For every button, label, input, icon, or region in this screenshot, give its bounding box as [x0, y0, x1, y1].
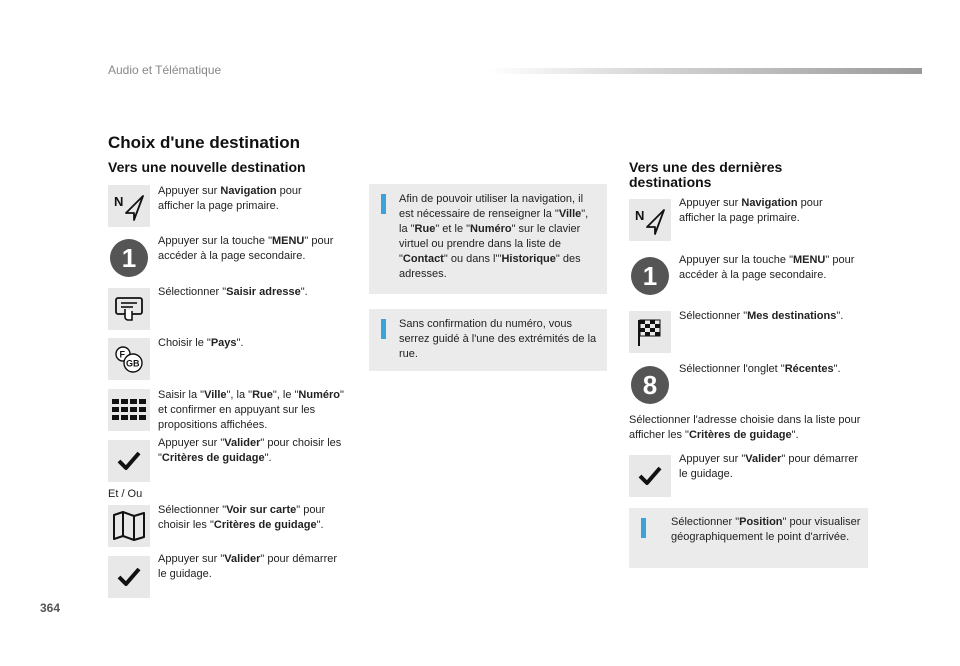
page-number: 364: [40, 601, 61, 615]
info-box-required-fields: [369, 184, 607, 294]
country-flag-top: F: [119, 349, 125, 360]
country-icon: [108, 338, 150, 380]
left-step-8-text: Appuyer sur "Valider" pour démarrer le guidage.: [158, 553, 338, 580]
check-icon: [629, 455, 671, 497]
page-title: Choix d'une destination: [108, 133, 300, 152]
info-icon: [381, 319, 386, 339]
number-1-icon: 1: [629, 255, 671, 297]
section-header: Audio et Télématique: [108, 63, 222, 77]
check-icon: [108, 440, 150, 482]
info-icon: [641, 518, 646, 538]
right-step-3-text: Sélectionner "Mes destinations".: [679, 310, 844, 322]
country-flag-bottom: GB: [126, 358, 140, 369]
map-icon: [108, 505, 150, 547]
left-step-7-text: Sélectionner "Voir sur carte" pour choisir les "Critères de guidage".: [158, 504, 326, 531]
info-box-1-text: Afin de pouvoir utiliser la navigation, il est nécessaire de renseigner la "Ville", la "Rue" et le "Numéro" sur le clavier virtuel ou prendre dans la liste de "Contact" ou dans l'"Historique" des adresses.: [399, 193, 589, 280]
right-list-text: Sélectionner l'adresse choisie dans la liste pour afficher les "Critères de guidage".: [629, 414, 861, 441]
left-step-5-text: Saisir la "Ville", la "Rue", le "Numéro" et confirmer en appuyant sur les propositions affichées.: [158, 389, 344, 431]
right-step-4-text: Sélectionner l'onglet "Récentes".: [679, 363, 841, 375]
check-icon: [108, 556, 150, 598]
left-step-4-text: Choisir le "Pays".: [158, 337, 244, 349]
et-ou-label: Et / Ou: [108, 488, 143, 500]
left-subtitle: Vers une nouvelle destination: [108, 159, 306, 175]
svg-text:N: N: [635, 208, 645, 223]
info-box-3-text: Sélectionner "Position" pour visualiser géographiquement le point d'arrivée.: [671, 516, 861, 543]
left-step-1-text: Appuyer sur Navigation pour afficher la page primaire.: [158, 185, 302, 212]
address-entry-icon: [108, 288, 150, 330]
right-step-2-text: Appuyer sur la touche "MENU" pour accéder à la page secondaire.: [679, 254, 855, 281]
info-box-no-confirmation: [369, 309, 607, 371]
right-step-1-text: Appuyer sur Navigation pour afficher la page primaire.: [679, 197, 823, 224]
left-step-3-text: Sélectionner "Saisir adresse".: [158, 286, 308, 298]
info-icon: [381, 194, 386, 214]
svg-text:N: N: [114, 194, 124, 209]
keyboard-icon: [108, 389, 150, 431]
left-step-2-text: Appuyer sur la touche "MENU" pour accéder à la page secondaire.: [158, 235, 334, 262]
left-step-6-text: Appuyer sur "Valider" pour choisir les "Critères de guidage".: [158, 437, 342, 464]
info-box-position: [629, 508, 868, 568]
number-8-icon: 8: [629, 364, 671, 406]
info-box-2-text: Sans confirmation du numéro, vous serrez guidé à l'une des extrémités de la rue.: [399, 318, 597, 360]
number-1-icon: 1: [108, 237, 150, 279]
header-gradient-bar: [488, 68, 922, 74]
right-subtitle: Vers une des dernières destinations: [629, 159, 783, 190]
navigation-icon: [108, 185, 150, 227]
checkered-flag-icon: [629, 311, 671, 353]
right-validate-text: Appuyer sur "Valider" pour démarrer le guidage.: [679, 453, 859, 480]
navigation-icon: [629, 199, 671, 241]
